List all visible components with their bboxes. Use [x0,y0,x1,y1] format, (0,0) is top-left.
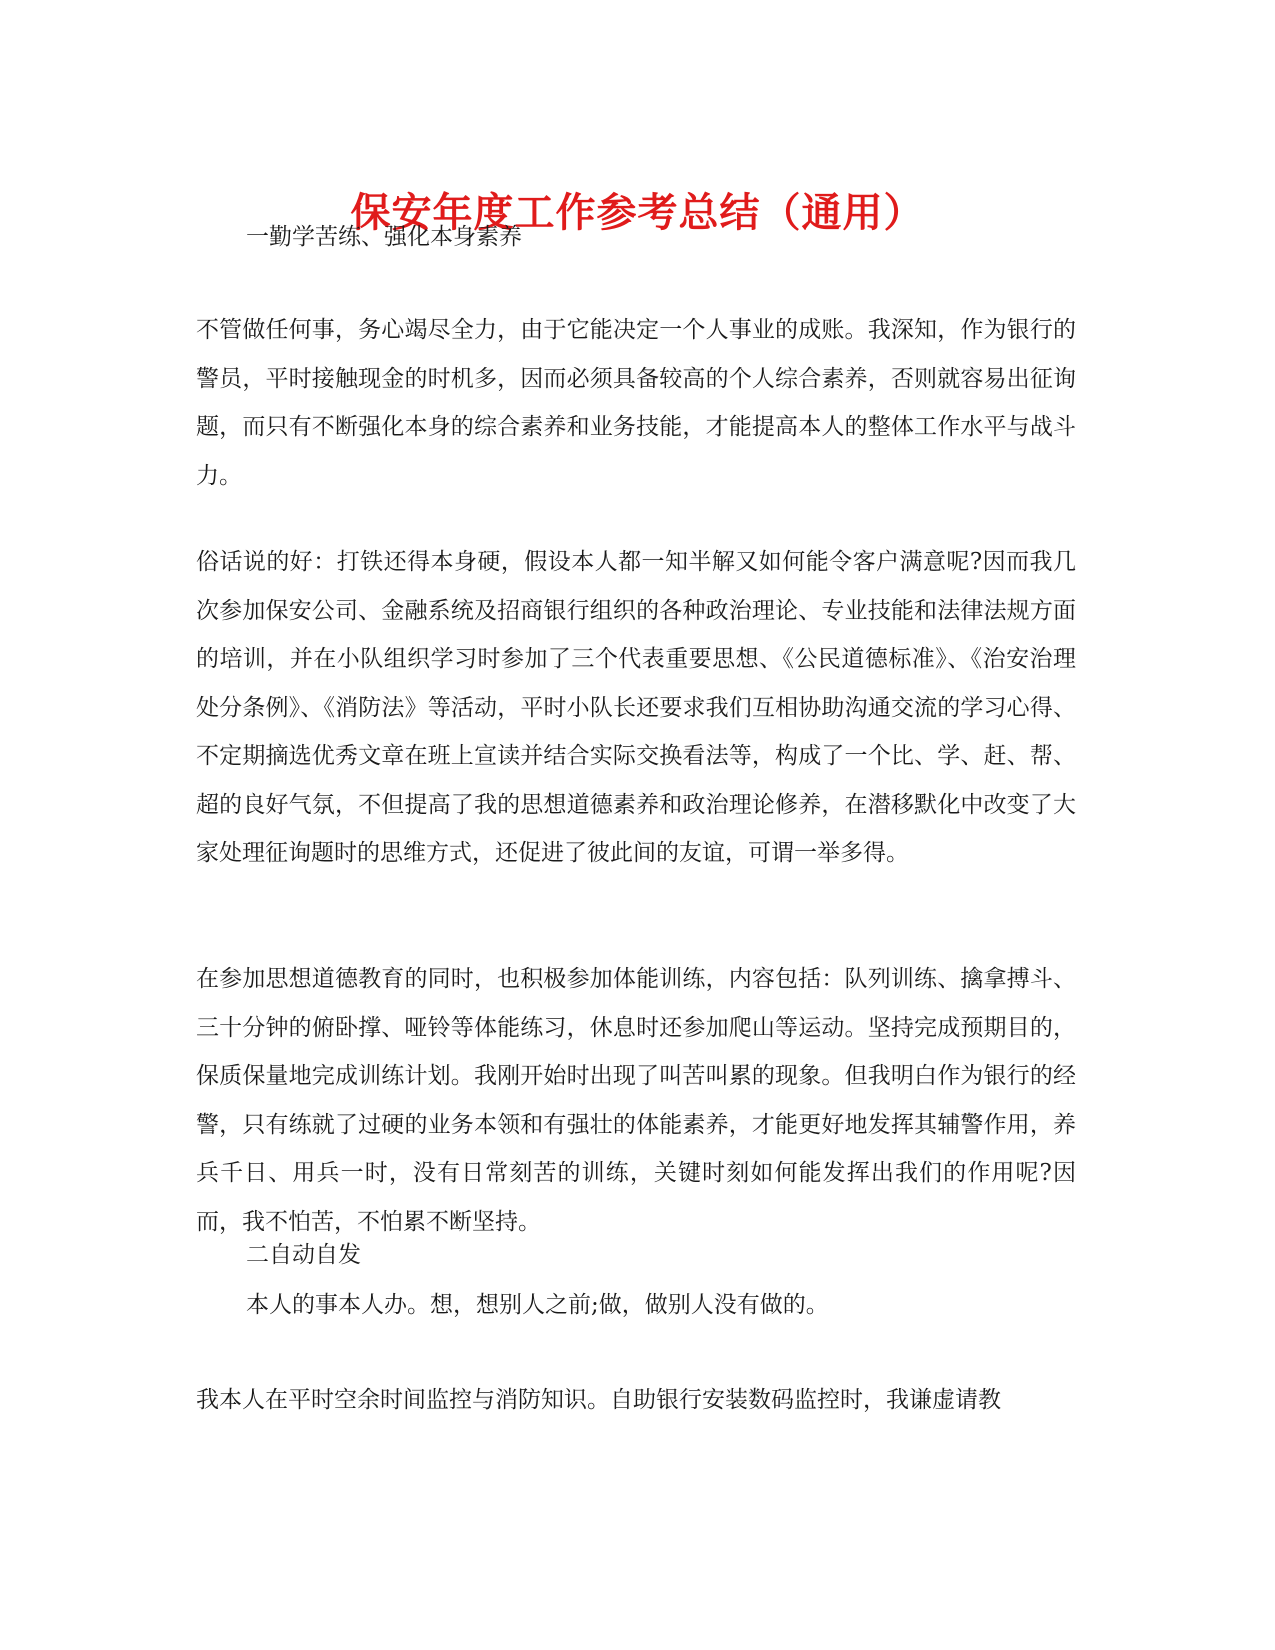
section-2-intro: 本人的事本人办。想，想别人之前;做，做别人没有做的。 [246,1292,829,1318]
section-heading-2: 二自动自发 [246,1242,361,1268]
section-heading-1: 一勤学苦练、强化本身素养 [246,224,522,250]
document-title: 保安年度工作参考总结（通用） [350,188,925,236]
paragraph-2: 俗话说的好：打铁还得本身硬，假设本人都一知半解又如何能令客户满意呢?因而我几次参加保安公司、金融系统及招商银行组织的各种政治理论、专业技能和法律法规方面的培训，并在小队组织学习时参加了三个代表重要思想、《公民道德标准》、《治安治理处分条例》、《消防法》等活动，平时小队长还要求我们互相协助沟通交流的学习心得、不定期摘选优秀文章在班上宣读并结合实际交换看法等，构成了一个比、学、赶、帮、超的良好气氛，不但提高了我的思想道德素养和政治理论修养，在潜移默化中改变了大家处理征询题时的思维方式，还促进了彼此间的友谊，可谓一举多得。 [196,549,1076,866]
paragraph-1: 不管做任何事，务心竭尽全力，由于它能决定一个人事业的成账。我深知，作为银行的警员，平时接触现金的时机多，因而必须具备较高的个人综合素养，否则就容易出征询题，而只有不断强化本身的综合素养和业务技能，才能提高本人的整体工作水平与战斗力。 [196,317,1076,489]
paragraph-4: 我本人在平时空余时间监控与消防知识。自助银行安装数码监控时，我谦虚请教 [196,1387,1001,1413]
paragraph-3: 在参加思想道德教育的同时，也积极参加体能训练，内容包括：队列训练、擒拿搏斗、三十分钟的俯卧撑、哑铃等体能练习，休息时还参加爬山等运动。坚持完成预期目的，保质保量地完成训练计划。我刚开始时出现了叫苦叫累的现象。但我明白作为银行的经警，只有练就了过硬的业务本领和有强壮的体能素养，才能更好地发挥其辅警作用，养兵千日、用兵一时，没有日常刻苦的训练，关键时刻如何能发挥出我们的作用呢?因而，我不怕苦，不怕累不断坚持。 [196,966,1076,1235]
